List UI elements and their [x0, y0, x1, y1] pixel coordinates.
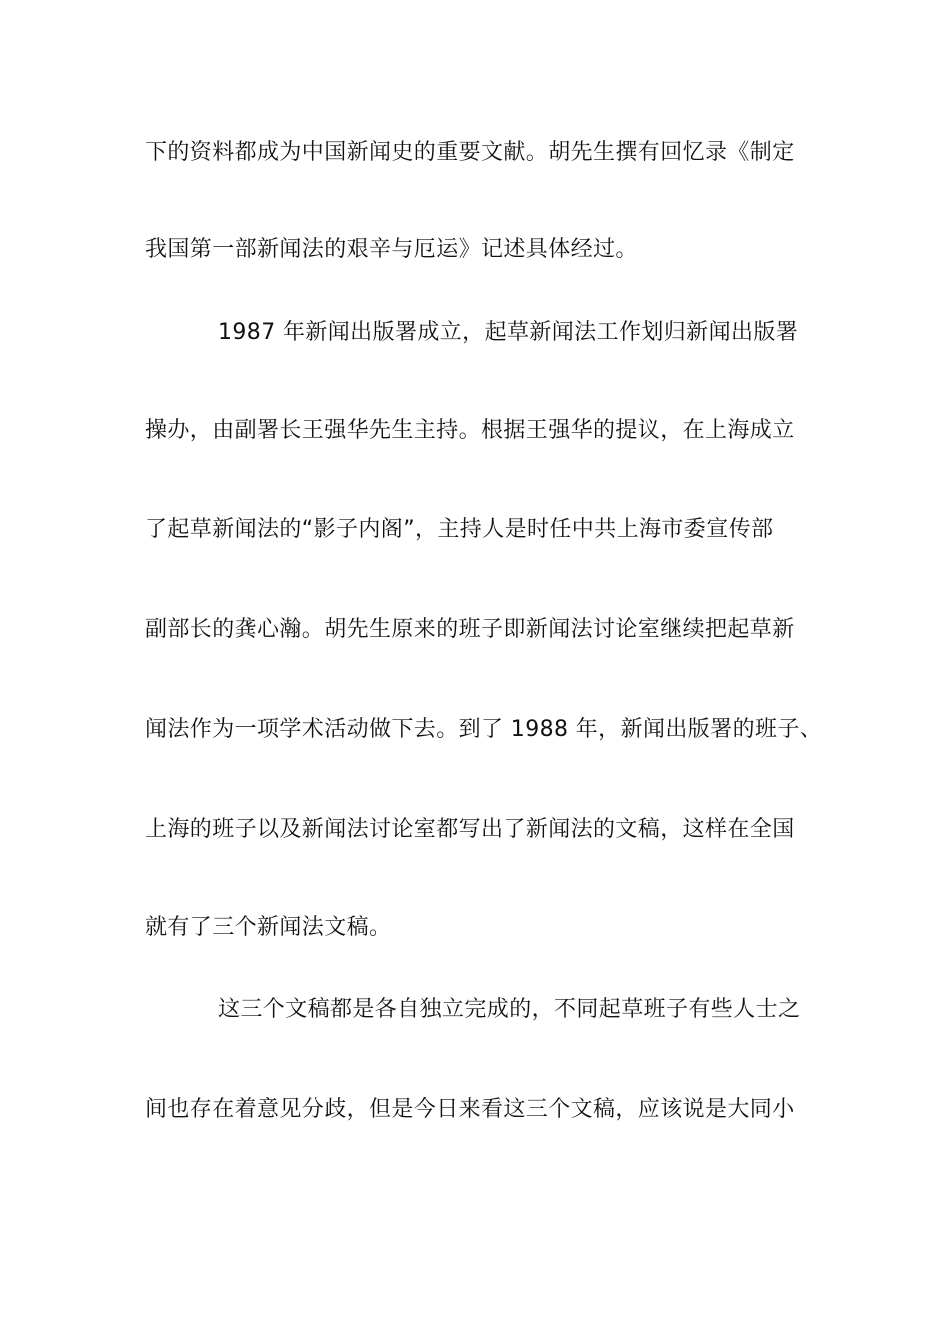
- text-line: 就有了三个新闻法文稿。: [145, 915, 392, 940]
- paragraph-first-line: 这三个文稿都是各自独立完成的，不同起草班子有些人士之: [218, 997, 801, 1022]
- text-line: 操办，由副署长王强华先生主持。根据王强华的提议，在上海成立: [145, 418, 795, 443]
- text-line: 间也存在着意见分歧，但是今日来看这三个文稿，应该说是大同小: [145, 1097, 795, 1122]
- text-line: 了起草新闻法的“影子内阁”，主持人是时任中共上海市委宣传部: [145, 517, 774, 542]
- paragraph-first-line: 1987 年新闻出版署成立，起草新闻法工作划归新闻出版署: [218, 320, 799, 345]
- text-line: 闻法作为一项学术活动做下去。到了 1988 年，新闻出版署的班子、: [145, 717, 823, 742]
- text-line: 副部长的龚心瀚。胡先生原来的班子即新闻法讨论室继续把起草新: [145, 617, 795, 642]
- text-line: 我国第一部新闻法的艰辛与厄运》记述具体经过。: [145, 237, 638, 262]
- text-line: 下的资料都成为中国新闻史的重要文献。胡先生撰有回忆录《制定: [145, 140, 795, 165]
- text-line: 上海的班子以及新闻法讨论室都写出了新闻法的文稿，这样在全国: [145, 817, 795, 842]
